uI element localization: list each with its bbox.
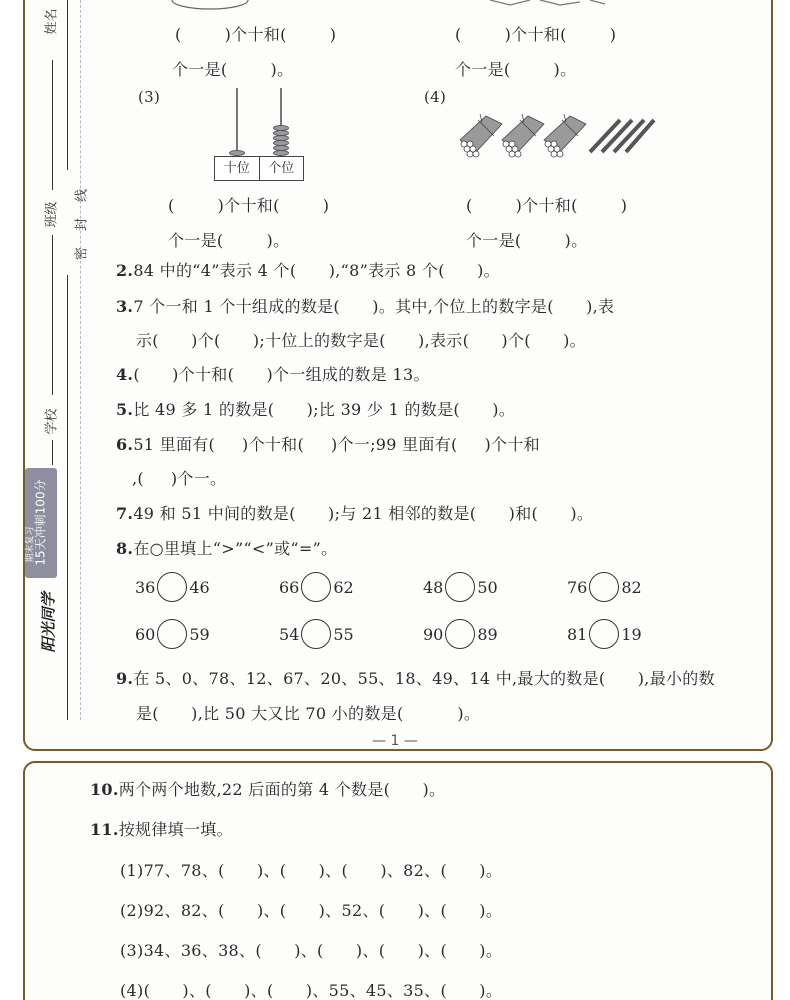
partial-illustration-left <box>170 0 250 12</box>
q1-sub4-line1: ( )个十和( ) <box>466 196 628 215</box>
school-label: 学校 <box>44 408 60 435</box>
compare-item: 90 89 <box>423 619 567 649</box>
q1-sub2-line1: ( )个十和( ) <box>455 25 617 44</box>
question-9: 9.在 5、0、78、12、67、20、55、18、49、14 中,最大的数是( ),最小的数 <box>116 669 715 688</box>
answer-circle[interactable] <box>301 572 331 602</box>
answer-circle[interactable] <box>445 619 475 649</box>
seal-line-lower <box>67 275 68 720</box>
question-6-continued: ,( )个一。 <box>132 469 227 488</box>
question-11-item-3: (3)34、36、38、( )、( )、( )、( )。 <box>120 941 503 960</box>
q1-sub2-line2: 个一是( )。 <box>455 60 577 79</box>
compare-row-1 <box>135 572 711 602</box>
badge-title: 15天冲刺100分 <box>33 479 48 566</box>
class-underline <box>52 235 53 395</box>
question-9-continued: 是( ),比 50 大又比 70 小的数是( )。 <box>136 704 481 723</box>
q1-sub3-label: (3) <box>138 88 161 106</box>
name-underline <box>52 60 53 190</box>
question-6: 6.51 里面有( )个十和( )个一;99 里面有( )个十和 <box>116 435 540 454</box>
compare-item: 36 46 <box>135 572 279 602</box>
compare-item: 66 62 <box>279 572 423 602</box>
partial-illustration-right <box>480 0 610 8</box>
answer-circle[interactable] <box>157 619 187 649</box>
school-underline <box>52 440 53 465</box>
brand-logo: 阳光同学 <box>39 592 58 653</box>
question-11-item-1: (1)77、78、( )、( )、( )、82、( )。 <box>120 861 503 880</box>
q1-sub3-line2: 个一是( )。 <box>168 231 290 250</box>
question-8: 8.在○里填上“>”“<”或“=”。 <box>116 539 338 558</box>
compare-item: 60 59 <box>135 619 279 649</box>
question-4: 4.( )个十和( )个一组成的数是 13。 <box>116 365 430 384</box>
sticks-bundles-illustration <box>456 110 656 160</box>
question-11-item-2: (2)92、82、( )、( )、52、( )、( )。 <box>120 901 503 920</box>
abacus-illustration <box>214 88 304 184</box>
question-5: 5.比 49 多 1 的数是( );比 39 少 1 的数是( )。 <box>116 400 516 419</box>
page-number: — 1 — <box>372 733 418 749</box>
compare-item: 54 55 <box>279 619 423 649</box>
answer-circle[interactable] <box>589 619 619 649</box>
question-3: 3.7 个一和 1 个十组成的数是( )。其中,个位上的数字是( ),表 <box>116 297 615 316</box>
compare-item: 48 50 <box>423 572 567 602</box>
question-2: 2.84 中的“4”表示 4 个( ),“8”表示 8 个( )。 <box>116 261 500 280</box>
badge-subtitle: 期末复习 <box>25 526 36 563</box>
q1-sub4-label: (4) <box>424 88 447 106</box>
q1-sub1-line2: 个一是( )。 <box>172 60 294 79</box>
cut-dashed-line <box>80 0 81 720</box>
q1-sub3-line1: ( )个十和( ) <box>168 196 330 215</box>
question-11-item-4: (4)( )、( )、( )、55、45、35、( )。 <box>120 981 503 1000</box>
seal-line-label: 密 封 线 <box>74 182 90 261</box>
answer-circle[interactable] <box>301 619 331 649</box>
question-10: 10.两个两个地数,22 后面的第 4 个数是( )。 <box>90 780 446 799</box>
ones-place-label: 个位 <box>259 157 304 180</box>
q1-sub4-line2: 个一是( )。 <box>466 231 588 250</box>
question-7: 7.49 和 51 中间的数是( );与 21 相邻的数是( )和( )。 <box>116 504 594 523</box>
name-label: 姓名 <box>44 8 60 35</box>
answer-circle[interactable] <box>589 572 619 602</box>
answer-circle[interactable] <box>157 572 187 602</box>
q1-sub1-line1: ( )个十和( ) <box>175 25 337 44</box>
compare-item: 81 19 <box>567 619 711 649</box>
question-11: 11.按规律填一填。 <box>90 820 233 839</box>
question-3-continued: 示( )个( );十位上的数字是( ),表示( )个( )。 <box>136 331 586 350</box>
review-badge <box>25 468 57 578</box>
place-value-table <box>214 156 304 181</box>
tens-place-label: 十位 <box>223 161 250 176</box>
answer-circle[interactable] <box>445 572 475 602</box>
seal-line-upper <box>67 0 68 170</box>
compare-item: 76 82 <box>567 572 711 602</box>
tens-rod <box>236 88 238 156</box>
compare-row-2 <box>135 619 711 649</box>
class-label: 班级 <box>44 201 60 228</box>
